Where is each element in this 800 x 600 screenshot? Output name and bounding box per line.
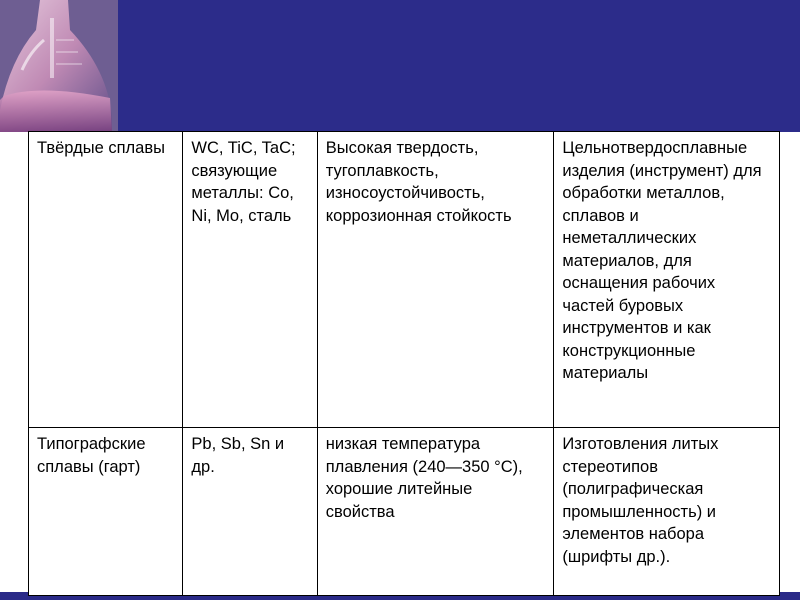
cell-properties: Высокая твердость, тугоплавкость, износоустойчивость, коррозионная стойкость (317, 132, 554, 428)
table-row (29, 428, 780, 596)
cell-alloy-name: Твёрдые сплавы (29, 132, 183, 428)
flask-image (0, 0, 118, 132)
alloys-table (28, 131, 780, 596)
flask-illustration (0, 0, 118, 132)
table-row (29, 132, 780, 428)
left-margin (0, 132, 14, 600)
cell-properties: низкая температура плавления (240—350 °C), хорошие литейные свойства (317, 428, 554, 596)
cell-alloy-name: Типографские сплавы (гарт) (29, 428, 183, 596)
cell-application: Изготовления литых стереотипов (полиграфическая промышленность) и элементов набора (шрифты др.). (554, 428, 780, 596)
header-band-right (118, 0, 800, 132)
cell-composition: Pb, Sb, Sn и др. (183, 428, 317, 596)
cell-composition: WC, TiC, TaC; связующие металлы: Co, Ni, Mo, сталь (183, 132, 317, 428)
cell-application: Цельнотвердосплавные изделия (инструмент) для обработки металлов, сплавов и неметаллических материалов, для оснащения рабочих частей буровых инструментов и как конструкционные материалы (554, 132, 780, 428)
